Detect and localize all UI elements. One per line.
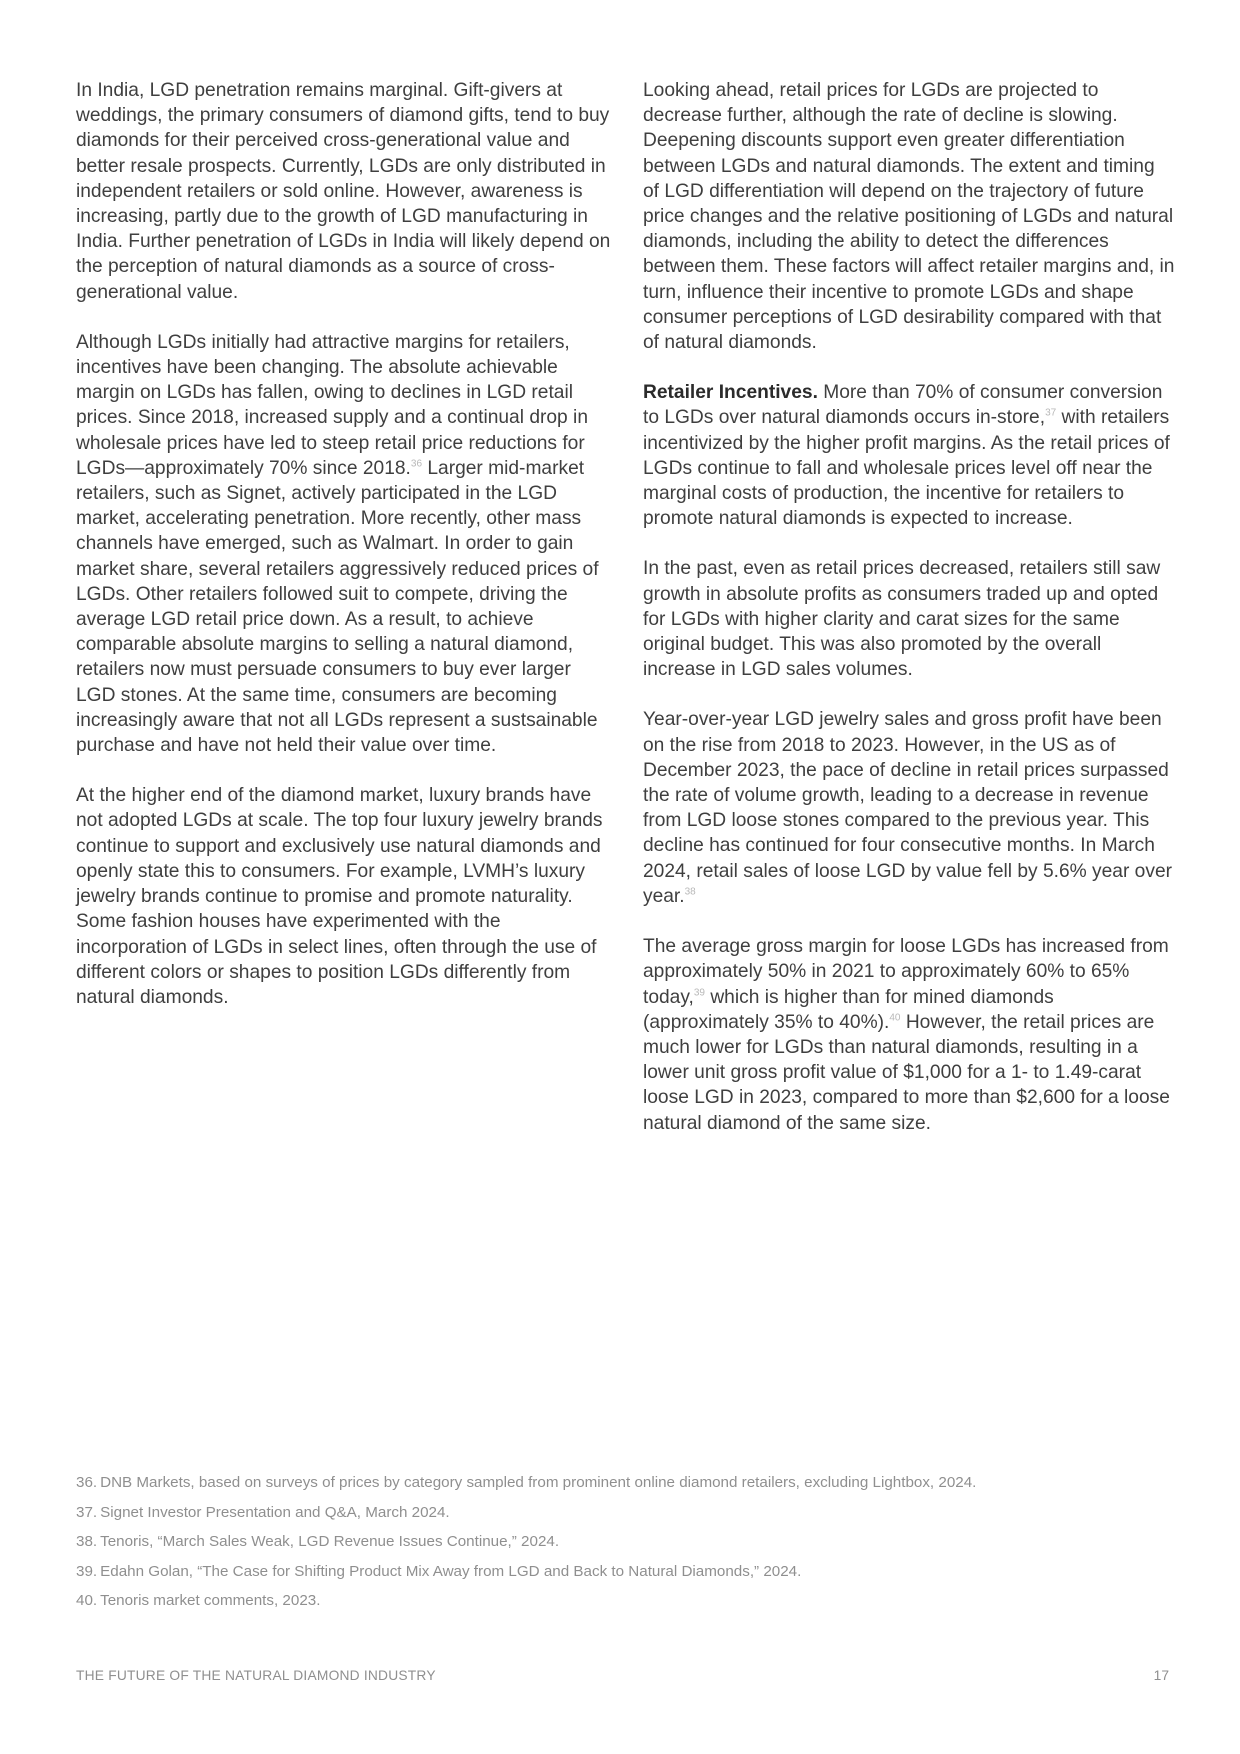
footnote-item: 40. Tenoris market comments, 2023. xyxy=(76,1592,321,1609)
footnote-ref-39[interactable]: 39 xyxy=(693,987,705,999)
footnotes-section xyxy=(76,1468,1176,1616)
paragraph-retailer-incentives: Retailer Incentives. More than 70% of consumer conversion to LGDs over natural diamonds occurs in-store,$^{37}$ with retailers incentivized by the higher profit margins. As the retail prices of LGDs continue to fall and wholesale prices level off near the marginal costs of production, the incentive for retailers to promote natural diamonds is expected to increase. xyxy=(643,382,1170,530)
footnote-ref-38[interactable]: 38 xyxy=(684,886,696,898)
footnote-ref-37[interactable]: 37 xyxy=(1045,408,1057,420)
footnote-ref-40[interactable]: 40 xyxy=(889,1012,901,1024)
paragraph-luxury-brands: At the higher end of the diamond market, luxury brands have not adopted LGDs at scale. The top four luxury jewelry brands continue to support and exclusively use natural diamonds and openly state this to consumers. For example, LVMH’s luxury jewelry brands continue to promise and promote naturality. Some fashion houses have experimented with the incorporation of LGDs in select lines, often through the use of different colors or shapes to position LGDs differently from natural diamonds. xyxy=(76,785,603,1008)
footnote-item: 39. Edahn Golan, “The Case for Shifting Product Mix Away from LGD and Back to Natural Diamonds,” 2024. xyxy=(76,1562,802,1580)
footnote-ref-36[interactable]: 36 xyxy=(410,458,423,470)
left-column xyxy=(76,78,612,1035)
paragraph-looking-ahead: Looking ahead, retail prices for LGDs are projected to decrease further, although the rate of decline is slowing. Deepening discounts support even greater differentiation between LGDs and natural diamonds. The extent and timing of LGD differentiation will depend on the trajectory of future price changes and the relative positioning of LGDs and natural diamonds, including the ability to detect the differences between them. These factors will affect retailer margins and, in turn, influence their incentive to promote LGDs and shape consumer perceptions of LGD desirability compared with that of natural diamonds. xyxy=(643,80,1175,354)
section-lead-heading: Retailer Incentives. xyxy=(643,382,818,404)
footnote-item: 38. Tenoris, “March Sales Weak, LGD Revenue Issues Continue,” 2024. xyxy=(76,1533,560,1550)
footnote-item: 37. Signet Investor Presentation and Q&A, March 2024. xyxy=(76,1503,450,1521)
page-number: 17 xyxy=(1153,1668,1169,1683)
running-footer-title: THE FUTURE OF THE NATURAL DIAMOND INDUSTRY xyxy=(76,1668,436,1683)
right-column xyxy=(643,78,1175,1161)
footnote-item: 36. DNB Markets, based on surveys of prices by category sampled from prominent online diamond retailers, excluding Lightbox, 2024. xyxy=(76,1474,977,1491)
paragraph-sales-decline: Year-over-year LGD jewelry sales and gross profit have been on the rise from 2018 to 2023. However, in the US as of December 2023, the pace of decline in retail prices surpassed the rate of volume growth, leading to a decrease in revenue from LGD loose stones compared to the previous year. This decline has continued for four consecutive months. In March 2024, retail sales of loose LGD by value fell by 5.6% year over year.$^{38}$ xyxy=(643,709,1173,907)
paragraph-gross-margin: The average gross margin for loose LGDs has increased from approximately 50% in 2021 to approximately 60% to 65% today,$^{39}$ which is higher than for mined diamonds (approximately 35% to 40%).$^{40}$ However, the retail prices are much lower for LGDs than natural diamonds, resulting in a lower unit gross profit value of $1,000 for a 1- to 1.49-carat loose LGD in 2023, compared to more than $2,600 for a loose natural diamond of the same size. xyxy=(643,936,1170,1134)
paragraph-india-penetration: In India, LGD penetration remains marginal. Gift-givers at weddings, the primary consumers of diamond gifts, tend to buy diamonds for their perceived cross-generational value and better resale prospects. Currently, LGDs are only distributed in independent retailers or sold online. However, awareness is increasing, partly due to the growth of LGD manufacturing in India. Further penetration of LGDs in India will likely depend on the perception of natural diamonds as a source of cross-generational value. xyxy=(76,80,611,303)
paragraph-past-profits: In the past, even as retail prices decreased, retailers still saw growth in absolute profits as consumers traded up and opted for LGDs with higher clarity and carat sizes for the same original budget. This was also promoted by the overall increase in LGD sales volumes. xyxy=(643,558,1161,681)
paragraph-retailer-margins: Although LGDs initially had attractive margins for retailers, incentives have been changing. The absolute achievable margin on LGDs has fallen, owing to declines in LGD retail prices. Since 2018, increased supply and a continual drop in wholesale prices have led to steep retail price reductions for LGDs—approximately 70% since 2018.36 Larger mid-market retailers, such as Signet, actively participated in the LGD market, accelerating penetration. More recently, other mass channels have emerged, such as Walmart. In order to gain market share, several retailers aggressively reduced prices of LGDs. Other retailers followed suit to compete, driving the average LGD retail price down. As a result, to achieve comparable absolute margins to selling a natural diamond, retailers now must persuade consumers to buy ever larger LGD stones. At the same time, consumers are becoming increasingly aware that not all LGDs represent a sustsainable purchase and have not held their value over time. xyxy=(76,331,599,757)
